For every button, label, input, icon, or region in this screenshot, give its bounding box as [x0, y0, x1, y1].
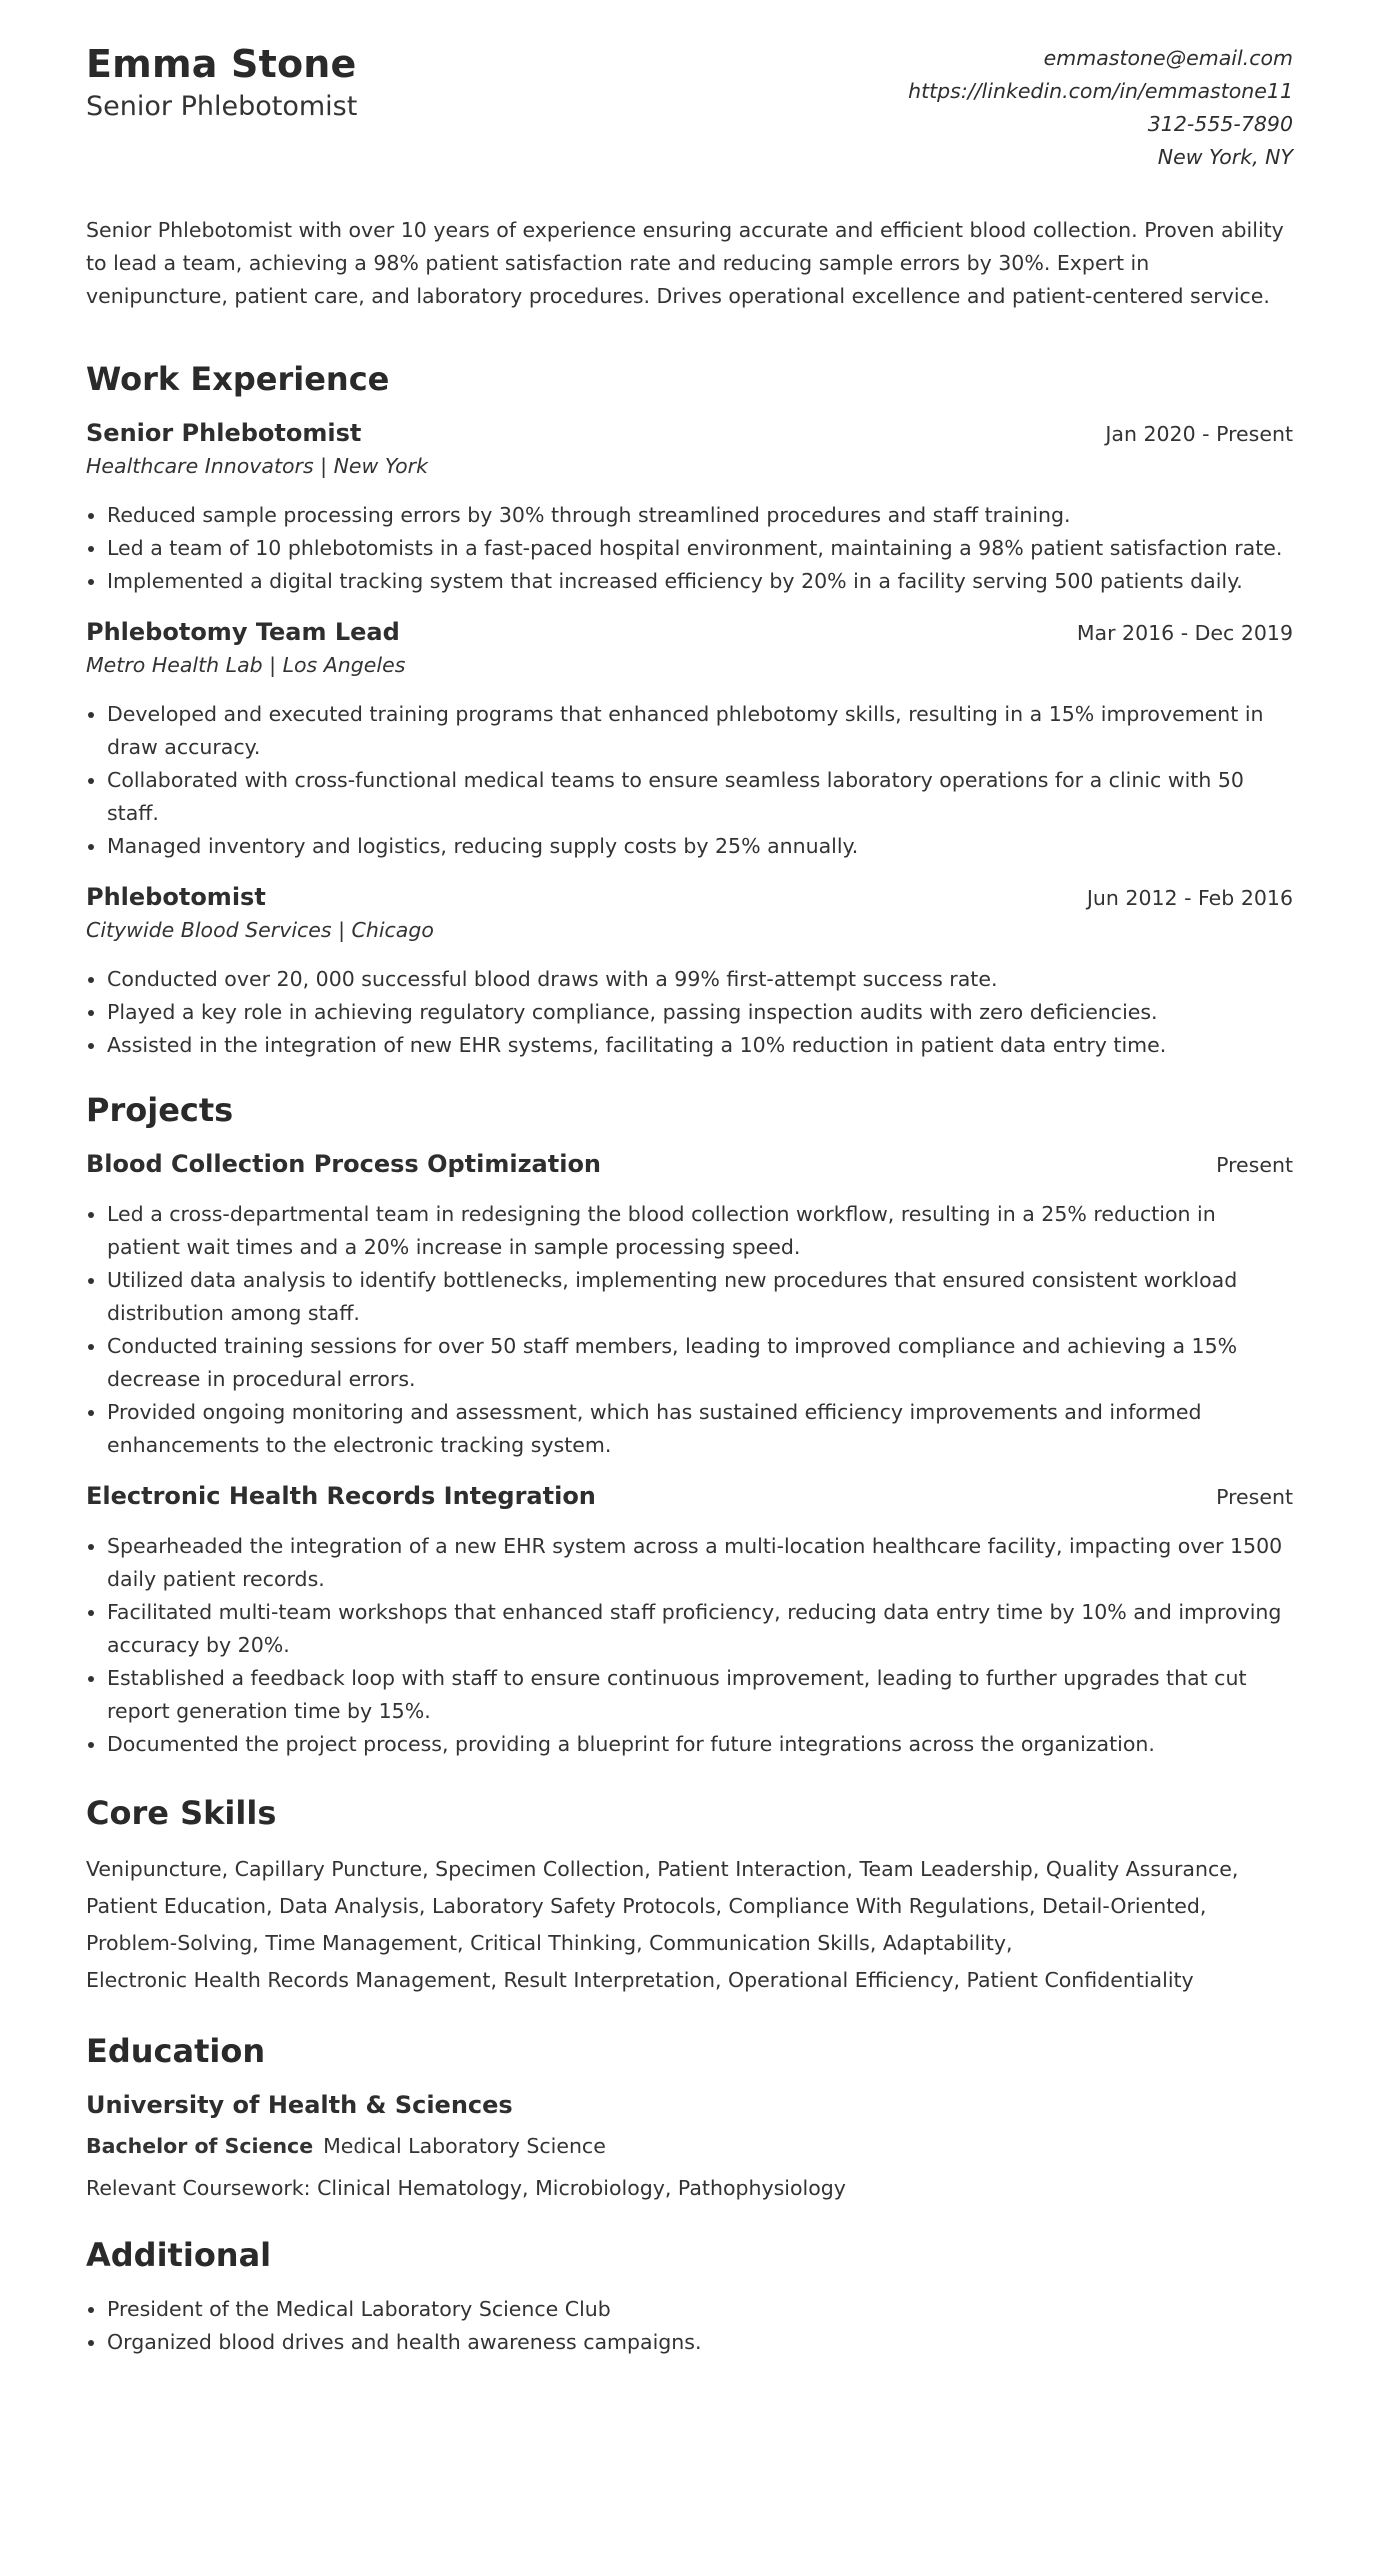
job-bullet: • Implemented a digital tracking system that increased efficiency by 20% in a facility serving 500 patients daily. — [107, 565, 1293, 598]
contact-linkedin[interactable]: https://linkedin.com/in/emmastone11 — [908, 79, 1293, 103]
skills-line: Problem-Solving, Time Management, Critical Thinking, Communication Skills, Adaptability, — [86, 1931, 1013, 1955]
contact-email[interactable]: emmastone@email.com — [1043, 46, 1293, 70]
core-skills-section — [86, 1793, 1293, 1999]
education-degree: Bachelor of Science — [86, 2134, 314, 2158]
additional-bullet: • President of the Medical Laboratory Science Club — [107, 2293, 1293, 2326]
project-bullet: • Led a cross-departmental team in redesigning the blood collection workflow, resulting in a 25% reduction in patient wait times and a 20% increase in sample processing speed. — [107, 1198, 1293, 1264]
additional-bullet: • Organized blood drives and health awareness campaigns. — [107, 2326, 1293, 2359]
job-date: Jun 2012 - Feb 2016 — [1086, 886, 1293, 910]
project-bullet: • Established a feedback loop with staff to ensure continuous improvement, leading to further upgrades that cut report generation time by 15%. — [107, 1662, 1293, 1728]
section-heading-additional: Additional — [86, 2236, 272, 2274]
project-bullets — [86, 1530, 1293, 1761]
project-bullet: • Provided ongoing monitoring and assessment, which has sustained efficiency improvements and informed enhancements to the electronic tracking system. — [107, 1396, 1293, 1462]
section-heading-projects: Projects — [86, 1091, 234, 1129]
project-bullet: • Utilized data analysis to identify bottlenecks, implementing new procedures that ensured consistent workload distribution among staff. — [107, 1264, 1293, 1330]
education-coursework: Relevant Coursework: Clinical Hematology, Microbiology, Pathophysiology — [86, 2176, 846, 2200]
skills-line: Venipuncture, Capillary Puncture, Specimen Collection, Patient Interaction, Team Leadership, Quality Assurance, — [86, 1857, 1239, 1881]
job-company: Healthcare Innovators | New York — [86, 454, 428, 478]
job-bullets — [86, 499, 1293, 598]
job-company: Metro Health Lab | Los Angeles — [86, 653, 406, 677]
section-heading-skills: Core Skills — [86, 1794, 277, 1832]
project-bullet: • Conducted training sessions for over 50 staff members, leading to improved compliance and achieving a 15% decrease in procedural errors. — [107, 1330, 1293, 1396]
job-date: Jan 2020 - Present — [1105, 422, 1293, 446]
job-entry — [86, 616, 1293, 863]
skills-list — [86, 1851, 1293, 1999]
education-school: University of Health & Sciences — [86, 2091, 513, 2119]
job-entry — [86, 417, 1293, 598]
education-field: Medical Laboratory Science — [323, 2134, 606, 2158]
job-header — [86, 616, 1293, 648]
project-header — [86, 1148, 1293, 1180]
education-degree-line — [86, 2131, 1293, 2161]
project-bullet: • Facilitated multi-team workshops that enhanced staff proficiency, reducing data entry time by 10% and improving accuracy by 20%. — [107, 1596, 1293, 1662]
project-title: Electronic Health Records Integration — [86, 1482, 596, 1510]
job-bullets — [86, 698, 1293, 863]
name-block — [86, 40, 357, 124]
project-title: Blood Collection Process Optimization — [86, 1150, 602, 1178]
contact-phone[interactable]: 312-555-7890 — [1147, 112, 1293, 136]
job-bullet: • Played a key role in achieving regulatory compliance, passing inspection audits with zero deficiencies. — [107, 996, 1293, 1029]
project-entry — [86, 1148, 1293, 1462]
additional-bullets — [86, 2293, 1293, 2359]
section-heading-education: Education — [86, 2032, 266, 2070]
job-bullet: • Assisted in the integration of new EHR systems, facilitating a 10% reduction in patient data entry time. — [107, 1029, 1293, 1062]
job-bullet: • Reduced sample processing errors by 30% through streamlined procedures and staff training. — [107, 499, 1293, 532]
job-entry — [86, 881, 1293, 1062]
job-bullet: • Managed inventory and logistics, reducing supply costs by 25% annually. — [107, 830, 1293, 863]
project-header — [86, 1480, 1293, 1512]
job-header — [86, 881, 1293, 913]
work-experience-section — [86, 359, 1293, 1062]
professional-summary: Senior Phlebotomist with over 10 years of experience ensuring accurate and efficient blood collection. Proven ability to lead a team, achieving a 98% patient satisfaction rate and reducing sample errors by 30%. Expert in venipuncture, patient care, and laboratory procedures. Drives operational excellence and patient-centered service. — [86, 218, 1284, 308]
project-bullet: • Spearheaded the integration of a new EHR system across a multi-location healthcare facility, impacting over 1500 daily patient records. — [107, 1530, 1293, 1596]
project-entry — [86, 1480, 1293, 1761]
job-date: Mar 2016 - Dec 2019 — [1076, 621, 1293, 645]
additional-section — [86, 2235, 1293, 2359]
candidate-title: Senior Phlebotomist — [86, 91, 358, 122]
job-bullet: • Led a team of 10 phlebotomists in a fast-paced hospital environment, maintaining a 98% patient satisfaction rate. — [107, 532, 1293, 565]
resume-header — [86, 40, 1293, 174]
candidate-name: Emma Stone — [86, 42, 357, 86]
job-header — [86, 417, 1293, 449]
project-date: Present — [1216, 1485, 1293, 1509]
skills-line: Patient Education, Data Analysis, Laboratory Safety Protocols, Compliance With Regulations, Detail-Oriented, — [86, 1894, 1207, 1918]
project-date: Present — [1216, 1153, 1293, 1177]
projects-section — [86, 1090, 1293, 1761]
contact-location: New York, NY — [1157, 145, 1293, 169]
job-title: Phlebotomist — [86, 883, 266, 911]
job-company: Citywide Blood Services | Chicago — [86, 918, 434, 942]
job-title: Phlebotomy Team Lead — [86, 618, 400, 646]
job-bullets — [86, 963, 1293, 1062]
job-bullet: • Conducted over 20, 000 successful blood draws with a 99% first-attempt success rate. — [107, 963, 1293, 996]
project-bullet: • Documented the project process, providing a blueprint for future integrations across the organization. — [107, 1728, 1293, 1761]
job-title: Senior Phlebotomist — [86, 419, 362, 447]
job-bullet: • Developed and executed training programs that enhanced phlebotomy skills, resulting in a 15% improvement in draw accuracy. — [107, 698, 1293, 764]
skills-line: Electronic Health Records Management, Result Interpretation, Operational Efficiency, Patient Confidentiality — [86, 1968, 1194, 1992]
education-section — [86, 2031, 1293, 2203]
section-heading-work: Work Experience — [86, 360, 390, 398]
job-bullet: • Collaborated with cross-functional medical teams to ensure seamless laboratory operations for a clinic with 50 staff. — [107, 764, 1293, 830]
contact-info — [908, 42, 1293, 174]
project-bullets — [86, 1198, 1293, 1462]
